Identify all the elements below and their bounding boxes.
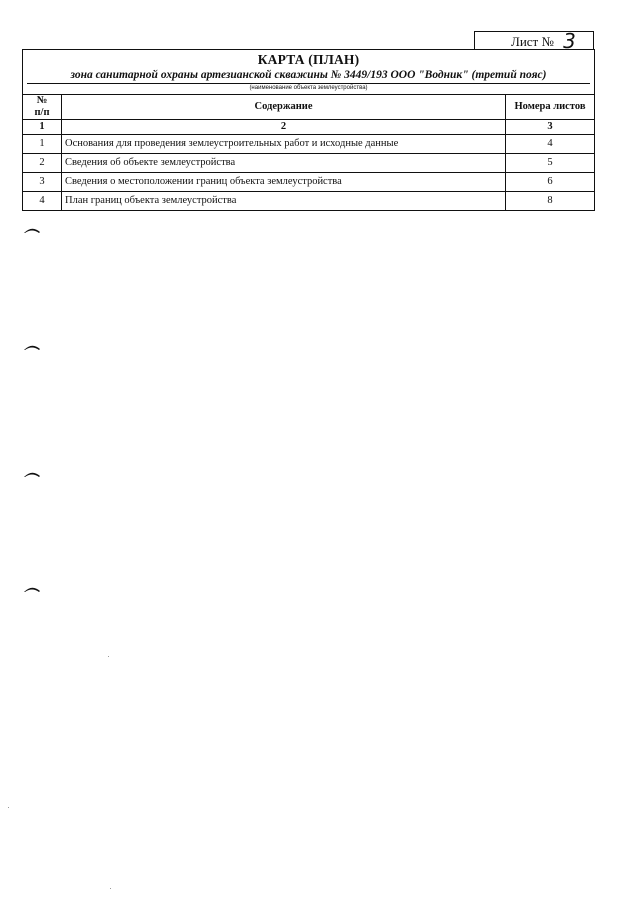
sheet-number-box bbox=[474, 29, 594, 53]
row-sheets: 4 bbox=[506, 135, 595, 154]
document-frame bbox=[22, 49, 595, 211]
row-number: 2 bbox=[23, 154, 62, 173]
row-number: 3 bbox=[23, 173, 62, 192]
row-sheets: 8 bbox=[506, 192, 595, 211]
document-title: КАРТА (ПЛАН) bbox=[257, 52, 360, 67]
punch-hole-mark bbox=[23, 226, 41, 234]
document-subtitle: зона санитарной охраны артезианской скважины № 3449/193 ООО "Водник" (третий пояс) bbox=[70, 69, 547, 81]
row-number: 4 bbox=[23, 192, 62, 211]
table-row bbox=[23, 135, 594, 154]
punch-hole-mark bbox=[23, 343, 41, 351]
sheet-label: Лист № bbox=[511, 34, 554, 49]
row-content: Сведения о местоположении границ объекта землеустройства bbox=[62, 173, 506, 192]
row-sheets: 5 bbox=[506, 154, 595, 173]
contents-table bbox=[23, 95, 594, 210]
row-content: План границ объекта землеустройства bbox=[62, 192, 506, 211]
row-number: 1 bbox=[23, 135, 62, 154]
document-header bbox=[23, 50, 594, 95]
column-number-2: 2 bbox=[62, 120, 506, 135]
punch-hole-mark bbox=[23, 585, 41, 593]
table-row bbox=[23, 154, 594, 173]
scan-speck bbox=[110, 888, 111, 889]
column-number-1: 1 bbox=[23, 120, 62, 135]
table-row bbox=[23, 173, 594, 192]
row-sheets: 6 bbox=[506, 173, 595, 192]
scan-speck bbox=[8, 807, 9, 808]
column-header-number bbox=[23, 95, 62, 120]
table-header-row bbox=[23, 95, 594, 120]
scan-speck bbox=[108, 656, 109, 657]
row-content: Основания для проведения землеустроительных работ и исходные данные bbox=[62, 135, 506, 154]
row-content: Сведения об объекте землеустройства bbox=[62, 154, 506, 173]
column-number-row bbox=[23, 120, 594, 135]
column-header-number-label: № п/п bbox=[34, 95, 50, 118]
column-number-3: 3 bbox=[506, 120, 595, 135]
sheet-number: 3 bbox=[563, 29, 576, 53]
subtitle-caption: (наименование объекта землеустройства) bbox=[249, 85, 368, 91]
table-row bbox=[23, 192, 594, 211]
column-header-content: Содержание bbox=[62, 95, 506, 120]
punch-hole-mark bbox=[23, 470, 41, 478]
column-header-sheets: Номера листов bbox=[506, 95, 595, 120]
